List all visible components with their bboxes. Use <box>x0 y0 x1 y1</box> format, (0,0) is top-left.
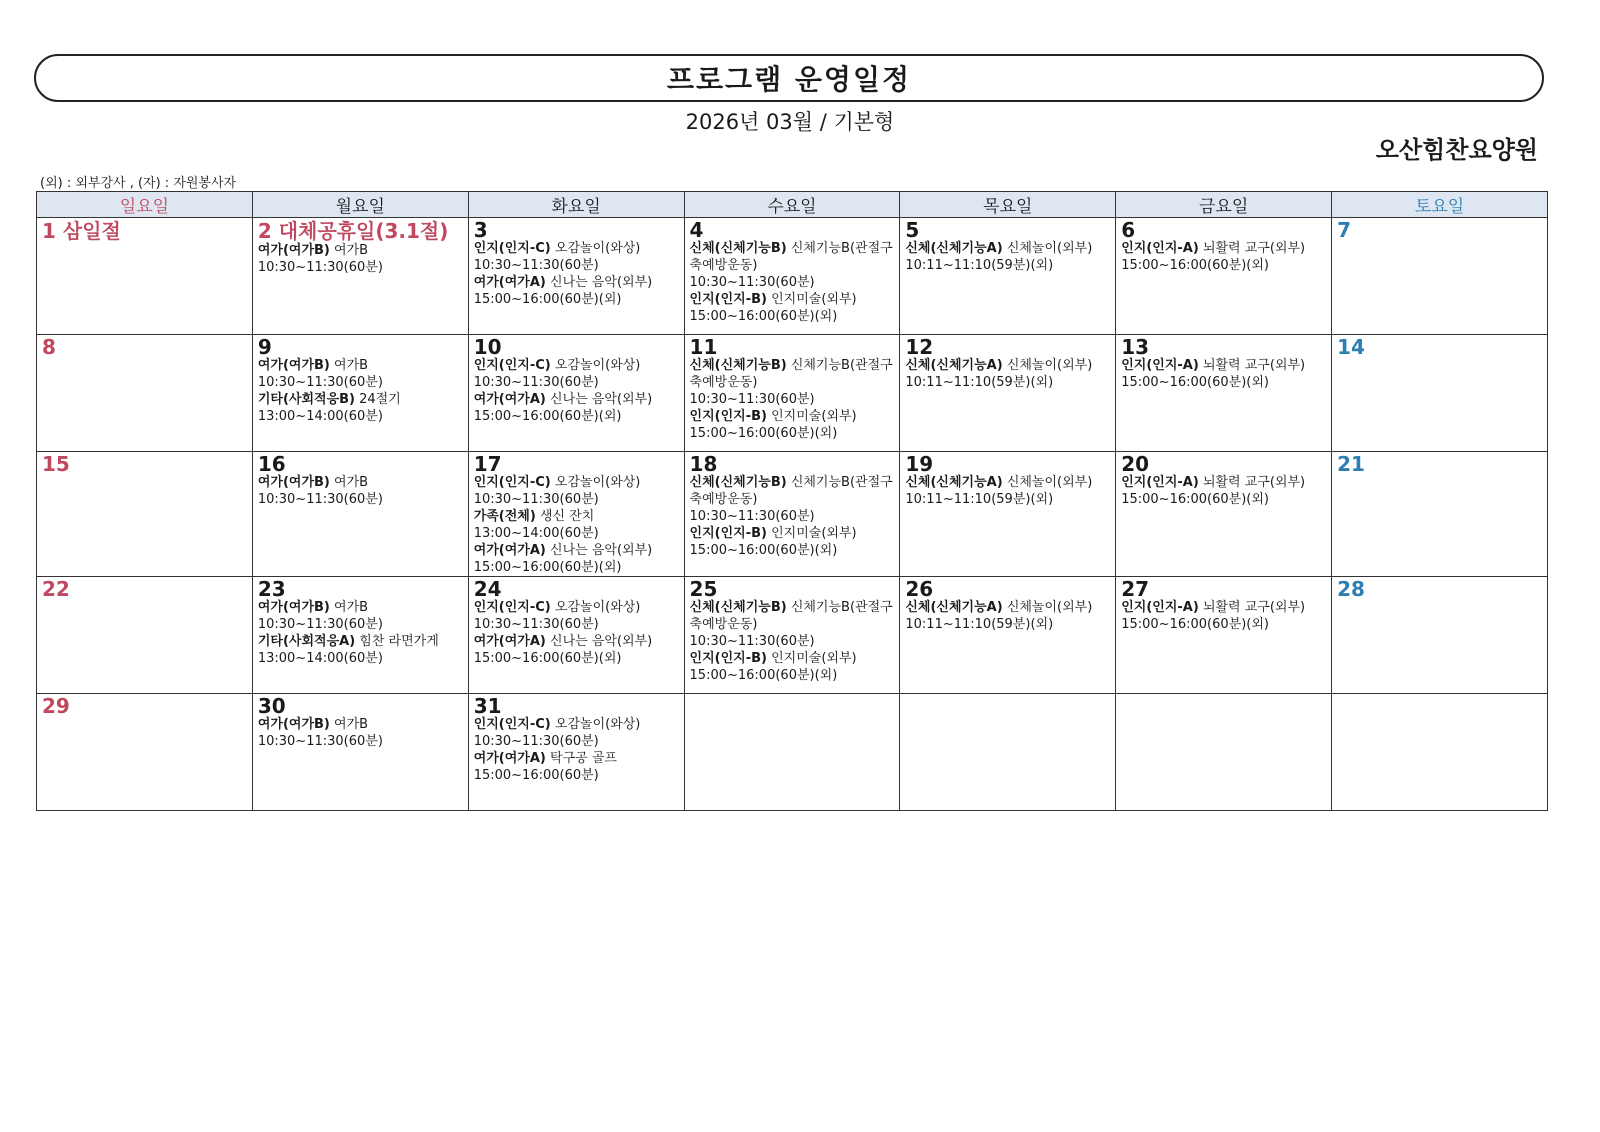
day-number: 17 <box>473 452 502 476</box>
day-cell <box>37 452 253 577</box>
day-cell <box>1116 694 1332 811</box>
day-number: 27 <box>1121 577 1150 601</box>
event-entry <box>905 357 1111 374</box>
event-entry <box>474 508 680 525</box>
event-entry <box>474 750 680 767</box>
day-cell <box>252 452 468 577</box>
day-number: 29 <box>42 694 70 718</box>
day-cell <box>37 335 253 452</box>
day-number: 16 <box>257 452 286 476</box>
event-name: 신체기능B(관절구축예방운동) <box>689 600 893 632</box>
event-category: 인지(인지-C) <box>473 358 551 373</box>
day-number: 20 <box>1121 452 1150 476</box>
event-time: 10:30~11:30(60분) <box>689 634 815 649</box>
event-entry <box>1121 474 1327 491</box>
event-entry <box>690 650 896 667</box>
day-number: 31 <box>473 694 502 718</box>
day-number: 22 <box>42 577 70 601</box>
title-banner <box>34 54 1544 102</box>
page-subtitle: 2026년 03월 / 기본형 <box>685 110 895 134</box>
day-number: 5 <box>905 218 920 242</box>
weekday-header: 수요일 <box>684 192 900 218</box>
event-category: 인지(인지-A) <box>1121 600 1199 615</box>
event-time: 15:00~16:00(60분)(외) <box>473 292 622 307</box>
day-cell <box>900 218 1116 335</box>
event-name: 뇌활력 교구(외부) <box>1202 241 1306 256</box>
event-name: 신체기능B(관절구축예방운동) <box>689 241 893 273</box>
event-time: 13:00~14:00(60분) <box>473 526 599 541</box>
weekday-header: 금요일 <box>1116 192 1332 218</box>
event-category: 신체(신체기능B) <box>689 241 787 256</box>
day-cell <box>252 218 468 335</box>
event-name: 뇌활력 교구(외부) <box>1202 358 1306 373</box>
event-name: 오감놀이(와상) <box>554 241 641 256</box>
event-entry <box>258 599 464 616</box>
event-time: 15:00~16:00(60분)(외) <box>473 409 622 424</box>
event-time: 10:30~11:30(60분) <box>257 260 383 275</box>
event-time: 15:00~16:00(60분)(외) <box>689 543 838 558</box>
event-name: 신나는 음악(외부) <box>550 634 653 649</box>
event-name: 오감놀이(와상) <box>554 717 641 732</box>
weekday-header: 목요일 <box>900 192 1116 218</box>
event-entry <box>1121 357 1327 374</box>
day-number: 3 <box>473 218 488 242</box>
event-time: 15:00~16:00(60분)(외) <box>1121 617 1269 632</box>
weekday-header: 화요일 <box>468 192 684 218</box>
event-name: 인지미술(외부) <box>771 526 857 541</box>
event-name: 여가B <box>334 475 369 490</box>
event-name: 여가B <box>334 600 369 615</box>
event-entry <box>905 474 1111 491</box>
day-number: 12 <box>905 335 934 359</box>
event-category: 인지(인지-C) <box>473 475 551 490</box>
event-name: 신나는 음악(외부) <box>550 543 653 558</box>
event-name: 신나는 음악(외부) <box>550 275 653 290</box>
event-entry <box>258 391 464 408</box>
day-cell <box>684 694 900 811</box>
event-category: 기타(사회적응A) <box>257 634 356 649</box>
day-cell <box>1116 335 1332 452</box>
week-row <box>37 694 1548 811</box>
event-category: 신체(신체기능B) <box>689 600 787 615</box>
day-number: 19 <box>905 452 934 476</box>
event-category: 인지(인지-A) <box>1121 241 1199 256</box>
weekday-header: 일요일 <box>37 192 253 218</box>
day-cell <box>900 694 1116 811</box>
holiday-label: 2 대체공휴일(3.1절) <box>257 219 449 243</box>
event-category: 신체(신체기능A) <box>905 358 1003 373</box>
event-time: 10:30~11:30(60분) <box>257 734 383 749</box>
event-entry <box>258 633 464 650</box>
day-cell <box>684 218 900 335</box>
event-entry <box>1121 599 1327 616</box>
event-time: 15:00~16:00(60분)(외) <box>1121 258 1269 273</box>
event-entry <box>905 240 1111 257</box>
week-row <box>37 452 1548 577</box>
event-name: 인지미술(외부) <box>771 409 857 424</box>
event-time: 10:30~11:30(60분) <box>689 275 815 290</box>
event-entry <box>258 242 464 259</box>
event-time: 13:00~14:00(60분) <box>257 651 383 666</box>
day-cell <box>468 577 684 694</box>
day-number: 14 <box>1337 335 1365 359</box>
weekday-header: 토요일 <box>1332 192 1548 218</box>
event-name: 여가B <box>334 717 369 732</box>
event-time: 10:30~11:30(60분) <box>473 492 599 507</box>
event-time: 10:11~11:10(59분)(외) <box>905 617 1054 632</box>
event-category: 인지(인지-C) <box>473 241 551 256</box>
event-category: 가족(전체) <box>473 509 536 524</box>
event-category: 여가(여가A) <box>473 392 546 407</box>
event-entry <box>690 357 896 391</box>
day-number: 28 <box>1337 577 1365 601</box>
day-number: 4 <box>689 218 704 242</box>
event-entry <box>690 599 896 633</box>
event-name: 인지미술(외부) <box>771 292 857 307</box>
event-entry <box>474 716 680 733</box>
event-category: 인지(인지-B) <box>689 526 767 541</box>
day-cell <box>252 577 468 694</box>
day-cell <box>900 335 1116 452</box>
day-number: 24 <box>473 577 502 601</box>
page-title: 프로그램 운영일정 <box>666 63 912 96</box>
event-time: 10:11~11:10(59분)(외) <box>905 492 1054 507</box>
event-category: 여가(여가A) <box>473 751 546 766</box>
event-entry <box>690 474 896 508</box>
event-time: 10:30~11:30(60분) <box>257 375 383 390</box>
day-cell <box>1332 577 1548 694</box>
event-category: 인지(인지-C) <box>473 600 551 615</box>
event-category: 신체(신체기능B) <box>689 475 787 490</box>
event-time: 10:30~11:30(60분) <box>257 492 383 507</box>
event-name: 뇌활력 교구(외부) <box>1202 600 1306 615</box>
event-entry <box>1121 240 1327 257</box>
event-category: 신체(신체기능A) <box>905 475 1003 490</box>
day-cell <box>684 577 900 694</box>
event-name: 신체기능B(관절구축예방운동) <box>689 475 893 507</box>
day-number: 11 <box>689 335 718 359</box>
event-entry <box>690 291 896 308</box>
day-number: 7 <box>1337 218 1351 242</box>
day-cell <box>1116 577 1332 694</box>
event-name: 인지미술(외부) <box>771 651 857 666</box>
event-category: 여가(여가B) <box>257 243 330 258</box>
event-entry <box>474 474 680 491</box>
event-name: 오감놀이(와상) <box>554 600 641 615</box>
event-category: 인지(인지-B) <box>689 292 767 307</box>
day-cell <box>37 577 253 694</box>
event-name: 뇌활력 교구(외부) <box>1202 475 1306 490</box>
day-cell <box>37 694 253 811</box>
event-category: 여가(여가A) <box>473 634 546 649</box>
day-number: 13 <box>1121 335 1150 359</box>
day-cell <box>468 694 684 811</box>
event-category: 신체(신체기능B) <box>689 358 787 373</box>
day-number: 30 <box>257 694 286 718</box>
event-time: 10:30~11:30(60분) <box>473 258 599 273</box>
event-entry <box>474 391 680 408</box>
calendar-table <box>36 191 1548 811</box>
day-number: 8 <box>42 335 56 359</box>
week-row <box>37 577 1548 694</box>
organization-name: 오산힘찬요양원 <box>1375 136 1538 164</box>
day-cell <box>468 335 684 452</box>
event-category: 인지(인지-B) <box>689 409 767 424</box>
day-number: 23 <box>257 577 286 601</box>
event-entry <box>474 357 680 374</box>
event-entry <box>690 408 896 425</box>
event-time: 10:11~11:10(59분)(외) <box>905 375 1054 390</box>
day-cell <box>252 335 468 452</box>
event-name: 신체놀이(외부) <box>1006 358 1093 373</box>
day-cell <box>900 577 1116 694</box>
event-entry <box>690 240 896 274</box>
event-entry <box>474 599 680 616</box>
week-row <box>37 218 1548 335</box>
event-name: 여가B <box>334 358 369 373</box>
event-name: 신체놀이(외부) <box>1006 241 1093 256</box>
event-time: 10:11~11:10(59분)(외) <box>905 258 1054 273</box>
day-cell <box>37 218 253 335</box>
week-row <box>37 335 1548 452</box>
event-name: 여가B <box>334 243 369 258</box>
holiday-label: 1 삼일절 <box>42 219 121 243</box>
weekday-header: 월요일 <box>252 192 468 218</box>
day-number: 26 <box>905 577 934 601</box>
day-cell <box>1332 452 1548 577</box>
event-time: 10:30~11:30(60분) <box>473 734 599 749</box>
event-time: 10:30~11:30(60분) <box>473 375 599 390</box>
event-time: 15:00~16:00(60분)(외) <box>1121 492 1269 507</box>
event-category: 여가(여가B) <box>257 475 330 490</box>
event-category: 기타(사회적응B) <box>257 392 355 407</box>
event-entry <box>690 525 896 542</box>
event-name: 신나는 음악(외부) <box>550 392 653 407</box>
event-entry <box>905 599 1111 616</box>
event-entry <box>474 542 680 559</box>
event-time: 15:00~16:00(60분)(외) <box>1121 375 1269 390</box>
day-cell <box>1332 218 1548 335</box>
event-time: 10:30~11:30(60분) <box>473 617 599 632</box>
event-entry <box>258 357 464 374</box>
event-name: 탁구공 골프 <box>550 751 617 766</box>
weekday-header-row <box>37 192 1548 218</box>
event-category: 여가(여가A) <box>473 275 546 290</box>
event-category: 신체(신체기능A) <box>905 241 1003 256</box>
event-name: 24절기 <box>359 392 401 407</box>
day-number: 18 <box>689 452 718 476</box>
event-time: 15:00~16:00(60분)(외) <box>689 309 838 324</box>
event-name: 신체놀이(외부) <box>1006 600 1093 615</box>
event-category: 인지(인지-A) <box>1121 475 1199 490</box>
day-number: 6 <box>1121 218 1136 242</box>
event-category: 인지(인지-C) <box>473 717 551 732</box>
event-time: 10:30~11:30(60분) <box>689 509 815 524</box>
event-time: 15:00~16:00(60분)(외) <box>689 426 838 441</box>
event-category: 인지(인지-A) <box>1121 358 1199 373</box>
legend-note: (외) : 외부강사 , (자) : 자원봉사자 <box>40 176 237 191</box>
event-time: 13:00~14:00(60분) <box>257 409 383 424</box>
day-number: 21 <box>1337 452 1365 476</box>
day-number: 15 <box>42 452 70 476</box>
event-time: 15:00~16:00(60분)(외) <box>689 668 838 683</box>
day-number: 9 <box>257 335 272 359</box>
day-number: 25 <box>689 577 718 601</box>
event-time: 15:00~16:00(60분) <box>473 768 599 783</box>
event-category: 신체(신체기능A) <box>905 600 1003 615</box>
event-entry <box>474 240 680 257</box>
day-cell <box>1332 335 1548 452</box>
event-category: 인지(인지-B) <box>689 651 767 666</box>
day-cell <box>1116 218 1332 335</box>
event-entry <box>474 633 680 650</box>
day-cell <box>684 452 900 577</box>
event-time: 15:00~16:00(60분)(외) <box>473 651 622 666</box>
event-name: 생신 잔치 <box>539 509 595 524</box>
event-entry <box>258 716 464 733</box>
event-entry <box>474 274 680 291</box>
event-time: 15:00~16:00(60분)(외) <box>473 560 622 575</box>
day-cell <box>900 452 1116 577</box>
event-name: 신체놀이(외부) <box>1006 475 1093 490</box>
event-entry <box>258 474 464 491</box>
event-category: 여가(여가B) <box>257 717 330 732</box>
day-cell <box>1116 452 1332 577</box>
day-cell <box>468 452 684 577</box>
day-cell <box>684 335 900 452</box>
event-name: 오감놀이(와상) <box>554 475 641 490</box>
day-cell <box>252 694 468 811</box>
event-category: 여가(여가B) <box>257 358 330 373</box>
day-cell <box>468 218 684 335</box>
event-category: 여가(여가B) <box>257 600 330 615</box>
event-category: 여가(여가A) <box>473 543 546 558</box>
day-number: 10 <box>473 335 502 359</box>
calendar-body <box>37 218 1548 811</box>
event-name: 힘찬 라면가게 <box>359 634 439 649</box>
event-time: 10:30~11:30(60분) <box>689 392 815 407</box>
event-name: 신체기능B(관절구축예방운동) <box>689 358 893 390</box>
event-time: 10:30~11:30(60분) <box>257 617 383 632</box>
day-cell <box>1332 694 1548 811</box>
event-name: 오감놀이(와상) <box>554 358 641 373</box>
